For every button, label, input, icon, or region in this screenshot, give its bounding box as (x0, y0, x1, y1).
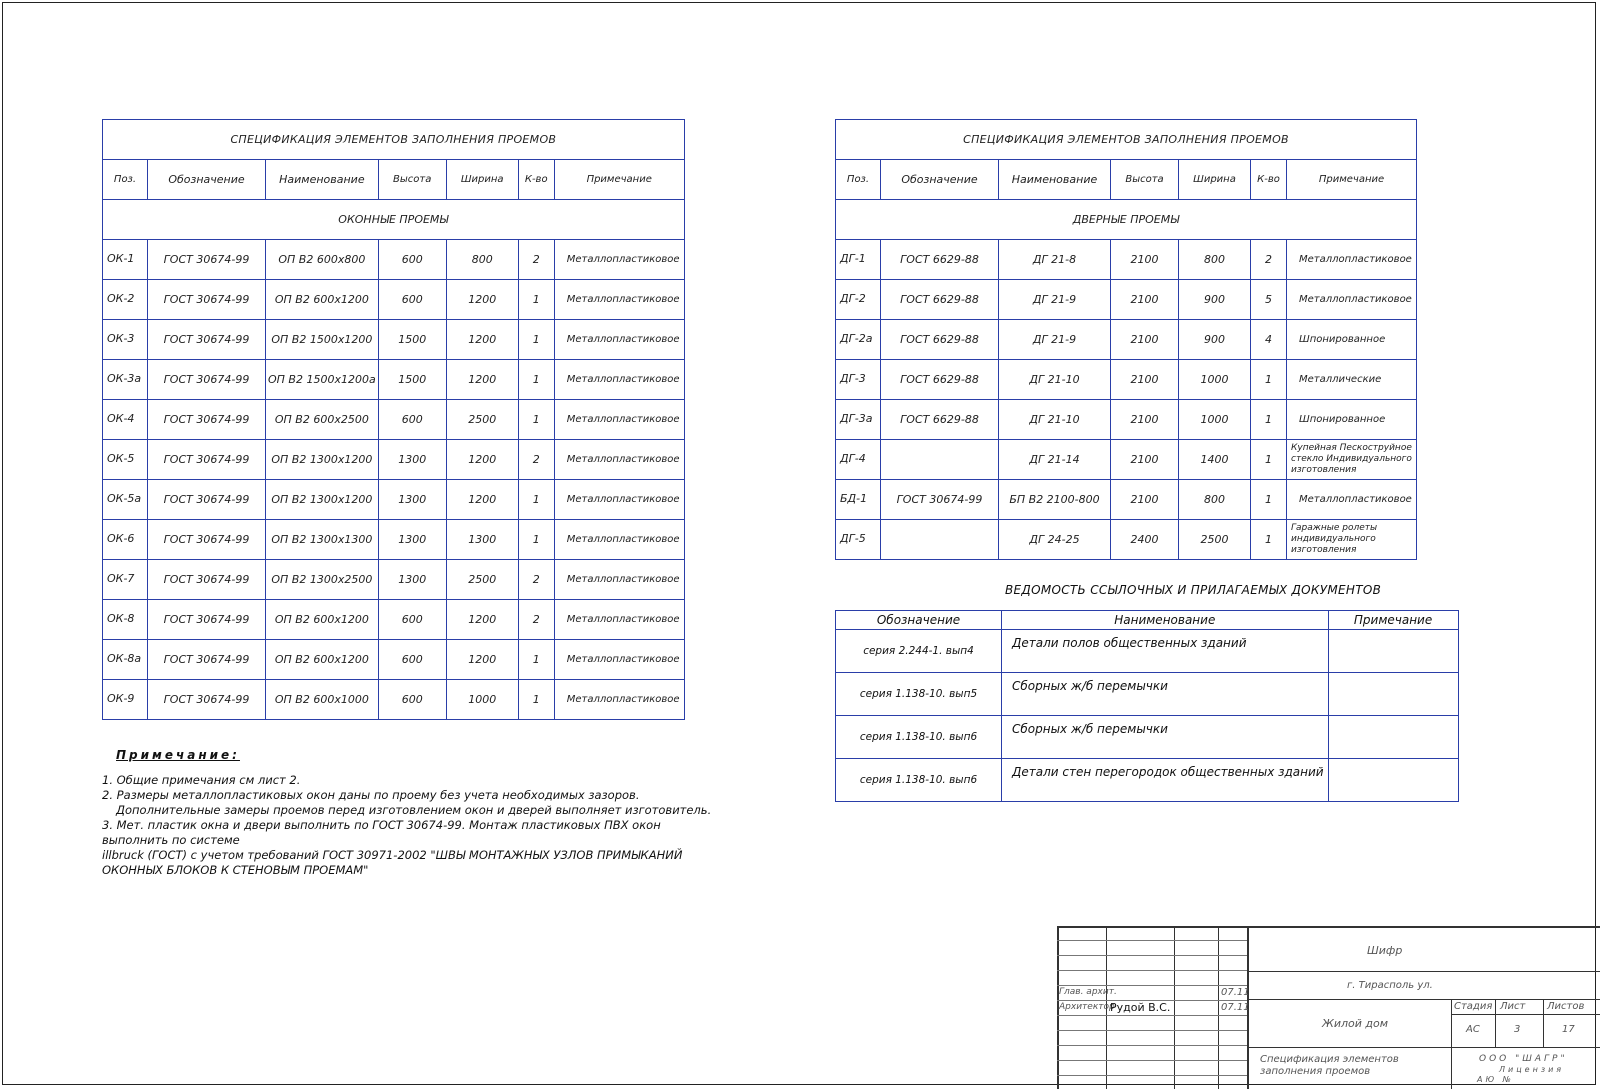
quantity-cell: 1 (518, 480, 554, 520)
column-header: Ширина (1179, 160, 1251, 200)
quantity-cell: 1 (1251, 480, 1287, 520)
quantity-cell: 1 (518, 280, 554, 320)
address: г. Тирасполь ул. (1347, 980, 1433, 991)
height-cell: 1300 (378, 520, 446, 560)
position-cell: ДГ-3 (836, 360, 881, 400)
name-cell: ДГ 21-14 (999, 440, 1111, 480)
sheets-label: Листов (1547, 1001, 1585, 1012)
column-header: К-во (518, 160, 554, 200)
designation-cell: ГОСТ 6629-88 (881, 400, 999, 440)
quantity-cell: 2 (518, 440, 554, 480)
note-cell: Купейная Пескоструйное стекло Индивидуального изготовления (1287, 440, 1417, 480)
name-cell: ОП В2 1300х2500 (266, 560, 379, 600)
note-cell: Металлопластиковое (1287, 240, 1417, 280)
doc-name-cell: Сборных ж/б перемычки (1002, 673, 1329, 716)
height-cell: 1300 (378, 440, 446, 480)
table-row (836, 520, 1417, 560)
quantity-cell: 1 (518, 360, 554, 400)
table-row (836, 400, 1417, 440)
building-name: Жилой дом (1322, 1017, 1389, 1030)
designation-cell: ГОСТ 30674-99 (148, 280, 266, 320)
note-cell: Металлопластиковое (554, 280, 684, 320)
column-header: Нанименование (1002, 611, 1329, 630)
name-cell: ОП В2 600х1200 (266, 640, 379, 680)
sheet-title: Спецификация элементов заполнения проемов (1260, 1054, 1399, 1077)
quantity-cell: 1 (518, 640, 554, 680)
designation-cell: ГОСТ 30674-99 (148, 600, 266, 640)
doc-name-cell: Детали стен перегородок общественных зданий (1002, 759, 1329, 802)
quantity-cell: 5 (1251, 280, 1287, 320)
height-cell: 1300 (378, 480, 446, 520)
width-cell: 1000 (446, 680, 518, 720)
table-row (836, 673, 1459, 716)
designation-cell: ГОСТ 30674-99 (148, 480, 266, 520)
height-cell: 2100 (1111, 480, 1179, 520)
width-cell: 1000 (1179, 400, 1251, 440)
position-cell: ОК-8а (103, 640, 148, 680)
date-chief-architect: 07.11 (1221, 987, 1250, 998)
position-cell: ОК-5а (103, 480, 148, 520)
height-cell: 1500 (378, 320, 446, 360)
column-header: Примечание (1328, 611, 1458, 630)
position-cell: ОК-8 (103, 600, 148, 640)
doors-spec-table (835, 119, 1417, 560)
doc-note-cell (1328, 716, 1458, 759)
quantity-cell: 1 (1251, 360, 1287, 400)
note-cell: Металлопластиковое (1287, 480, 1417, 520)
architect-name: Рудой В.С. (1110, 1001, 1171, 1014)
name-cell: ДГ 21-10 (999, 400, 1111, 440)
designation-cell: ГОСТ 6629-88 (881, 240, 999, 280)
name-cell: ОП В2 600х2500 (266, 400, 379, 440)
height-cell: 2100 (1111, 240, 1179, 280)
position-cell: ОК-3 (103, 320, 148, 360)
note-cell: Шпонированное (1287, 400, 1417, 440)
name-cell: ДГ 21-10 (999, 360, 1111, 400)
designation-cell: ГОСТ 30674-99 (148, 680, 266, 720)
name-cell: ОП В2 1500х1200 (266, 320, 379, 360)
table-row (103, 520, 685, 560)
width-cell: 800 (1179, 240, 1251, 280)
table-row (836, 360, 1417, 400)
license-number: АЮ № (1477, 1075, 1514, 1084)
width-cell: 1200 (446, 440, 518, 480)
height-cell: 1500 (378, 360, 446, 400)
height-cell: 600 (378, 240, 446, 280)
height-cell: 1300 (378, 560, 446, 600)
stage-label: Стадия (1454, 1001, 1493, 1012)
designation-cell: ГОСТ 30674-99 (148, 360, 266, 400)
width-cell: 2500 (446, 560, 518, 600)
doc-note-cell (1328, 673, 1458, 716)
name-cell: ОП В2 1300х1200 (266, 480, 379, 520)
table-row (103, 640, 685, 680)
designation-cell: ГОСТ 30674-99 (148, 440, 266, 480)
quantity-cell: 1 (518, 680, 554, 720)
width-cell: 1200 (446, 360, 518, 400)
license-label: Лицензия (1499, 1065, 1565, 1074)
height-cell: 600 (378, 280, 446, 320)
doors-section-title: ДВЕРНЫЕ ПРОЕМЫ (836, 200, 1417, 240)
table-row (836, 480, 1417, 520)
note-cell: Шпонированное (1287, 320, 1417, 360)
quantity-cell: 1 (1251, 440, 1287, 480)
company-name: ООО "ШАГР" (1479, 1054, 1568, 1064)
position-cell: ДГ-4 (836, 440, 881, 480)
table-row (836, 716, 1459, 759)
height-cell: 2400 (1111, 520, 1179, 560)
doors-spec-title: СПЕЦИФИКАЦИЯ ЭЛЕМЕНТОВ ЗАПОЛНЕНИЯ ПРОЕМОВ (836, 120, 1417, 160)
position-cell: ОК-1 (103, 240, 148, 280)
name-cell: ОП В2 600х1200 (266, 600, 379, 640)
sheets-value: 17 (1562, 1024, 1575, 1035)
position-cell: ДГ-3а (836, 400, 881, 440)
name-cell: ОП В2 600х1000 (266, 680, 379, 720)
quantity-cell: 1 (518, 520, 554, 560)
note-line: illbruck (ГОСТ) с учетом требований ГОСТ 30971-2002 "ШВЫ МОНТАЖНЫХ УЗЛОВ ПРИМЫКАНИЙ (102, 848, 683, 862)
note-cell: Гаражные ролеты индивидуального изготовления (1287, 520, 1417, 560)
column-header: Высота (378, 160, 446, 200)
note-cell: Металлопластиковое (1287, 280, 1417, 320)
column-header: Поз. (836, 160, 881, 200)
height-cell: 2100 (1111, 400, 1179, 440)
table-row (836, 240, 1417, 280)
column-header: Обозначение (881, 160, 999, 200)
position-cell: ДГ-2 (836, 280, 881, 320)
name-cell: ДГ 24-25 (999, 520, 1111, 560)
note-line: 2. Размеры металлопластиковых окон даны по проему без учета необходимых зазоров. (102, 788, 640, 802)
designation-cell: ГОСТ 30674-99 (148, 640, 266, 680)
note-line: выполнить по системе (102, 833, 240, 847)
position-cell: БД-1 (836, 480, 881, 520)
doc-code-cell: серия 1.138-10. вып5 (836, 673, 1002, 716)
column-header: Поз. (103, 160, 148, 200)
quantity-cell: 4 (1251, 320, 1287, 360)
table-row (103, 360, 685, 400)
note-cell: Металлопластиковое (554, 520, 684, 560)
windows-spec-table (102, 119, 685, 720)
doc-code-cell: серия 1.138-10. вып6 (836, 759, 1002, 802)
column-header: Высота (1111, 160, 1179, 200)
sheet-value: 3 (1514, 1024, 1521, 1035)
name-cell: ОП В2 1500х1200а (266, 360, 379, 400)
doc-name-cell: Детали полов общественных зданий (1002, 630, 1329, 673)
note-cell: Металлические (1287, 360, 1417, 400)
column-header: Наименование (999, 160, 1111, 200)
table-row (103, 600, 685, 640)
note-cell: Металлопластиковое (554, 480, 684, 520)
width-cell: 1000 (1179, 360, 1251, 400)
doc-code-cell: серия 2.244-1. вып4 (836, 630, 1002, 673)
designation-cell: ГОСТ 6629-88 (881, 320, 999, 360)
sheet-label: Лист (1500, 1001, 1526, 1012)
table-row (103, 400, 685, 440)
windows-section-title: ОКОННЫЕ ПРОЕМЫ (103, 200, 685, 240)
height-cell: 2100 (1111, 280, 1179, 320)
doc-code-cell: серия 1.138-10. вып6 (836, 716, 1002, 759)
width-cell: 1200 (446, 640, 518, 680)
role-architect: Архитектор (1059, 1002, 1115, 1012)
height-cell: 600 (378, 400, 446, 440)
width-cell: 1200 (446, 280, 518, 320)
note-cell: Металлопластиковое (554, 560, 684, 600)
height-cell: 2100 (1111, 320, 1179, 360)
width-cell: 800 (1179, 480, 1251, 520)
position-cell: ОК-6 (103, 520, 148, 560)
height-cell: 2100 (1111, 440, 1179, 480)
name-cell: БП В2 2100-800 (999, 480, 1111, 520)
position-cell: ОК-9 (103, 680, 148, 720)
quantity-cell: 2 (518, 240, 554, 280)
table-row (103, 280, 685, 320)
width-cell: 1300 (446, 520, 518, 560)
quantity-cell: 1 (1251, 400, 1287, 440)
name-cell: ОП В2 600х1200 (266, 280, 379, 320)
designation-cell: ГОСТ 30674-99 (148, 320, 266, 360)
column-header: Примечание (1287, 160, 1417, 200)
designation-cell: ГОСТ 30674-99 (148, 400, 266, 440)
quantity-cell: 1 (518, 320, 554, 360)
width-cell: 1400 (1179, 440, 1251, 480)
date-architect: 07.11 (1221, 1002, 1250, 1013)
table-row (836, 630, 1459, 673)
position-cell: ДГ-2а (836, 320, 881, 360)
height-cell: 600 (378, 680, 446, 720)
note-cell: Металлопластиковое (554, 360, 684, 400)
note-cell: Металлопластиковое (554, 440, 684, 480)
column-header: Примечание (554, 160, 684, 200)
width-cell: 900 (1179, 320, 1251, 360)
height-cell: 600 (378, 600, 446, 640)
quantity-cell: 1 (1251, 520, 1287, 560)
designation-cell: ГОСТ 6629-88 (881, 280, 999, 320)
position-cell: ОК-2 (103, 280, 148, 320)
table-row (103, 560, 685, 600)
note-line: 1. Общие примечания см лист 2. (102, 773, 301, 787)
note-line: 3. Мет. пластик окна и двери выполнить по ГОСТ 30674-99. Монтаж пластиковых ПВХ окон (102, 818, 661, 832)
table-row (103, 680, 685, 720)
designation-cell: ГОСТ 30674-99 (148, 520, 266, 560)
name-cell: ОП В2 600х800 (266, 240, 379, 280)
name-cell: ОП В2 1300х1300 (266, 520, 379, 560)
note-cell: Металлопластиковое (554, 600, 684, 640)
height-cell: 600 (378, 640, 446, 680)
note-cell: Металлопластиковое (554, 400, 684, 440)
cipher-label: Шифр (1367, 944, 1403, 957)
width-cell: 2500 (1179, 520, 1251, 560)
stage-value: АС (1466, 1024, 1480, 1035)
name-cell: ОП В2 1300х1200 (266, 440, 379, 480)
column-header: К-во (1251, 160, 1287, 200)
table-row (836, 320, 1417, 360)
width-cell: 900 (1179, 280, 1251, 320)
column-header: Ширина (446, 160, 518, 200)
table-row (103, 240, 685, 280)
docs-list-table (835, 610, 1459, 802)
note-cell: Металлопластиковое (554, 320, 684, 360)
position-cell: ДГ-5 (836, 520, 881, 560)
width-cell: 2500 (446, 400, 518, 440)
quantity-cell: 1 (518, 400, 554, 440)
table-row (103, 320, 685, 360)
title-block (1057, 926, 1600, 1089)
table-row (836, 440, 1417, 480)
docs-list-title: ВЕДОМОСТЬ ССЫЛОЧНЫХ И ПРИЛАГАЕМЫХ ДОКУМЕНТОВ (1005, 583, 1382, 597)
table-row (103, 480, 685, 520)
quantity-cell: 2 (518, 600, 554, 640)
designation-cell (881, 520, 999, 560)
table-row (836, 759, 1459, 802)
position-cell: ОК-5 (103, 440, 148, 480)
designation-cell: ГОСТ 6629-88 (881, 360, 999, 400)
position-cell: ОК-3а (103, 360, 148, 400)
note-cell: Металлопластиковое (554, 240, 684, 280)
width-cell: 1200 (446, 600, 518, 640)
column-header: Наименование (266, 160, 379, 200)
notes-block (102, 748, 712, 878)
doc-note-cell (1328, 759, 1458, 802)
note-cell: Металлопластиковое (554, 640, 684, 680)
name-cell: ДГ 21-9 (999, 280, 1111, 320)
designation-cell: ГОСТ 30674-99 (148, 240, 266, 280)
note-line: ОКОННЫХ БЛОКОВ К СТЕНОВЫМ ПРОЕМАМ" (102, 863, 369, 877)
role-chief-architect: Глав. архит. (1059, 987, 1117, 997)
name-cell: ДГ 21-9 (999, 320, 1111, 360)
note-line: Дополнительные замеры проемов перед изготовлением окон и дверей выполняет изготовитель. (116, 803, 712, 817)
width-cell: 1200 (446, 480, 518, 520)
doc-name-cell: Сборных ж/б перемычки (1002, 716, 1329, 759)
notes-heading: Примечание: (116, 748, 240, 762)
designation-cell: ГОСТ 30674-99 (881, 480, 999, 520)
designation-cell: ГОСТ 30674-99 (148, 560, 266, 600)
doc-note-cell (1328, 630, 1458, 673)
width-cell: 800 (446, 240, 518, 280)
position-cell: ДГ-1 (836, 240, 881, 280)
name-cell: ДГ 21-8 (999, 240, 1111, 280)
table-row (836, 280, 1417, 320)
width-cell: 1200 (446, 320, 518, 360)
column-header: Обозначение (148, 160, 266, 200)
windows-spec-title: СПЕЦИФИКАЦИЯ ЭЛЕМЕНТОВ ЗАПОЛНЕНИЯ ПРОЕМОВ (103, 120, 685, 160)
note-cell: Металлопластиковое (554, 680, 684, 720)
position-cell: ОК-4 (103, 400, 148, 440)
column-header: Обозначение (836, 611, 1002, 630)
table-row (103, 440, 685, 480)
designation-cell (881, 440, 999, 480)
quantity-cell: 2 (518, 560, 554, 600)
quantity-cell: 2 (1251, 240, 1287, 280)
height-cell: 2100 (1111, 360, 1179, 400)
position-cell: ОК-7 (103, 560, 148, 600)
